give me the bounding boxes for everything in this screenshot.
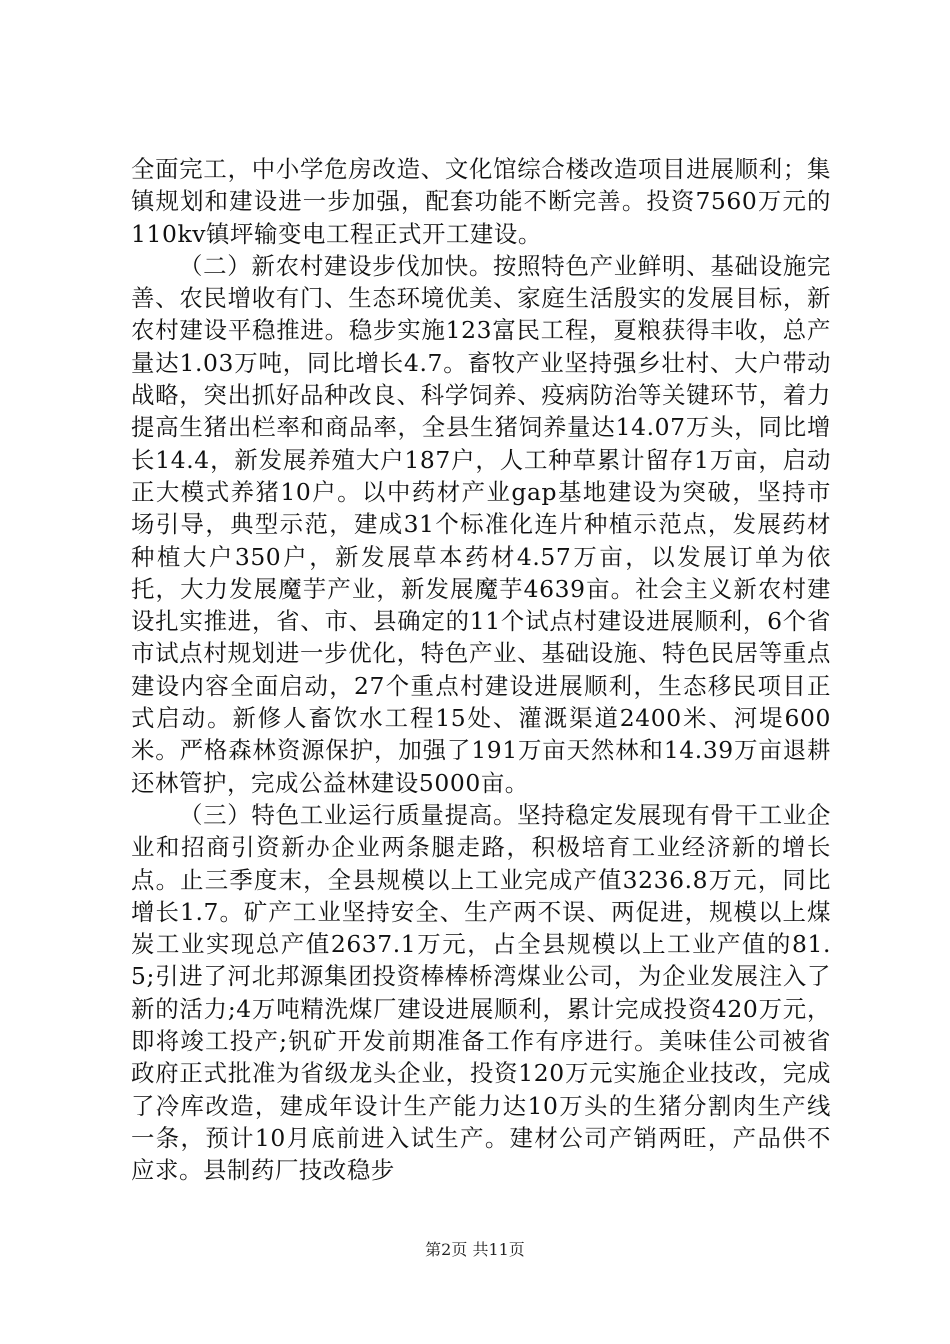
paragraph-industrial-operation: （三）特色工业运行质量提高。坚持稳定发展现有骨干工业企业和招商引资新办企业两条腿走路，积极培育工业经济新的增长点。止三季度末，全县规模以上工业完成产值3236.8万元，同比增长1.7。矿产工业坚持安全、生产两不误、两促进，规模以上煤炭工业实现总产值2637.1万元，占全县规模以上工业产值的81.5;引进了河北邦源集团投资棒棒桥湾煤业公司，为企业发展注入了新的活力;4万吨精洗煤厂建设进展顺利，累计完成投资420万元，即将竣工投产;钒矿开发前期准备工作有序进行。美味佳公司被省政府正式批准为省级龙头企业，投资120万元实施企业技改，完成了冷库改造，建成年设计生产能力达10万头的生猪分割肉生产线一条，预计10月底前进入试生产。建材公司产销两旺，产品供不应求。县制药厂技改稳步: [131, 800, 831, 1185]
page-number-footer: 第2页 共11页: [425, 1240, 525, 1259]
document-body: [131, 153, 831, 1187]
paragraph-new-rural-construction: （二）新农村建设步伐加快。按照特色产业鲜明、基础设施完善、农民增收有门、生态环境优美、家庭生活殷实的发展目标，新农村建设平稳推进。稳步实施123富民工程，夏粮获得丰收，总产量达1.03万吨，同比增长4.7。畜牧产业坚持强乡壮村、大户带动战略，突出抓好品种改良、科学饲养、疫病防治等关键环节，着力提高生猪出栏率和商品率，全县生猪饲养量达14.07万头，同比增长14.4，新发展养殖大户187户，人工种草累计留存1万亩，启动正大模式养猪10户。以中药材产业gap基地建设为突破，坚持市场引导，典型示范，建成31个标准化连片种植示范点，发展药材种植大户350户，新发展草本药材4.57万亩，以发展订单为依托，大力发展魔芋产业，新发展魔芋4639亩。社会主义新农村建设扎实推进，省、市、县确定的11个试点村建设进展顺利，6个省市试点村规划进一步优化，特色产业、基础设施、特色民居等重点建设内容全面启动，27个重点村建设进展顺利，生态移民项目正式启动。新修人畜饮水工程15处、灌溉渠道2400米、河堤600米。严格森林资源保护，加强了191万亩天然林和14.39万亩退耕还林管护，完成公益林建设5000亩。: [131, 251, 831, 797]
paragraph-continuation: 全面完工，中小学危房改造、文化馆综合楼改造项目进展顺利；集镇规划和建设进一步加强，配套功能不断完善。投资7560万元的110kv镇坪输变电工程正式开工建设。: [131, 155, 831, 248]
